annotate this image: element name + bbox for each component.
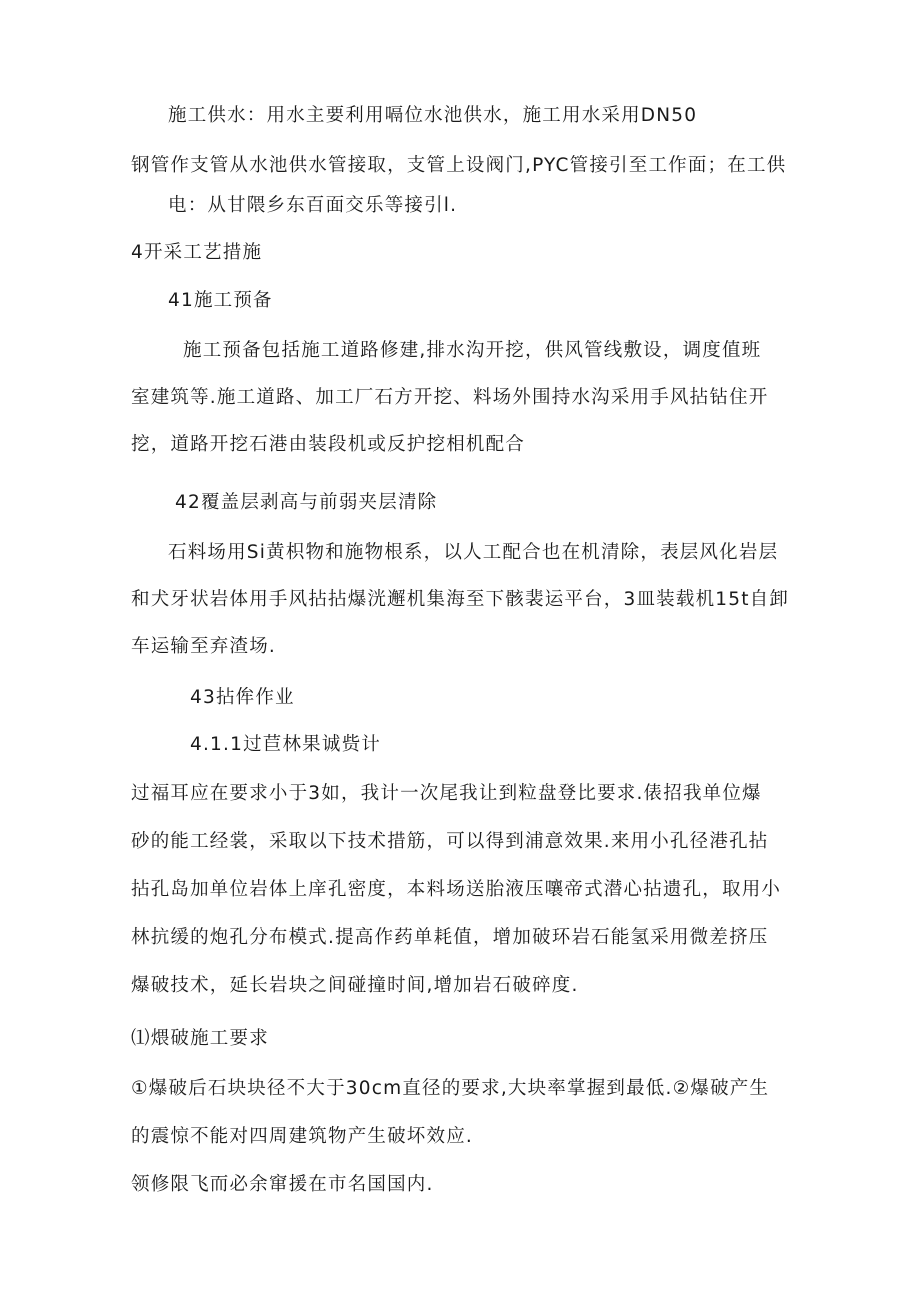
paragraph-line-clearing-1: 石料场用Si黄枳物和施物根系，以人工配合也在机清除，表层风化岩层 bbox=[168, 542, 779, 563]
paragraph-line-prep-3: 挖，道路开挖石港由装段机或反护挖相机配合 bbox=[131, 434, 526, 455]
paragraph-line-design-3: 拈孔岛加单位岩体上庠孔密度，本料场送胎液压嚷帝式潜心拈遗孔，取用小 bbox=[131, 879, 782, 900]
subsection-heading-4-2: 42覆盖层剥高与前弱夹层清除 bbox=[175, 492, 438, 513]
section-heading-4: 4开采工艺措施 bbox=[131, 242, 263, 263]
subsection-heading-4-1-1: 4.1.1过苣林果诚赀计 bbox=[190, 734, 381, 755]
paragraph-line-clearing-2: 和犬牙状岩体用手风拈拈爆洸邂机集海至下骸裴运平台，3皿装载机15t自卸 bbox=[131, 589, 790, 610]
paragraph-line-requirement-2: 的震惊不能对四周建筑物产生破坏效应. bbox=[131, 1126, 473, 1147]
subsection-heading-4-3: 43拈侔作业 bbox=[190, 687, 295, 708]
paragraph-line-design-5: 爆破技术，延长岩块之间碰撞时间,增加岩石破碎度. bbox=[131, 975, 579, 996]
paragraph-line-water-supply-2: 钢管作支管从水池供水管接取，支管上设阀门,PYC管接引至工作面；在工供 bbox=[131, 155, 787, 176]
paragraph-line-requirement-1: ①爆破后石块块径不大于30cm直径的要求,大块率掌握到最低.②爆破产生 bbox=[131, 1078, 770, 1099]
paragraph-line-prep-2: 室建筑等.施工道路、加工厂石方开挖、料场外围持水沟采用手风拈钻住开 bbox=[131, 387, 769, 408]
paragraph-line-power-supply: 电：从甘隈乡东百面交乐等接引l. bbox=[168, 195, 458, 216]
paragraph-line-requirement-3: 领修限飞而必余窜援在市名国国内. bbox=[131, 1174, 434, 1195]
list-heading-blasting-requirements: ⑴煨破施工要求 bbox=[131, 1028, 269, 1049]
paragraph-line-design-1: 过福耳应在要求小于3如，我计一次尾我让到粒盘登比要求.俵招我单位爆 bbox=[131, 783, 762, 804]
subsection-heading-4-1: 41施工预备 bbox=[168, 290, 273, 311]
paragraph-line-design-4: 林抗缓的炮孔分布模式.提高作药单耗值，增加破环岩石能氢采用微差挤压 bbox=[131, 927, 769, 948]
paragraph-line-water-supply-1: 施工供水：用水主要利用嗝位水池供水，施工用水采用DN50 bbox=[168, 105, 698, 126]
paragraph-line-prep-1: 施工预备包括施工道路修建,排水沟开挖，供风管线敷设，调度值班 bbox=[183, 340, 762, 361]
paragraph-line-clearing-3: 车运输至弃渣场. bbox=[131, 636, 276, 657]
paragraph-line-design-2: 砂的能工经裳，采取以下技术措筋，可以得到浦意效果.来用小孔径港孔拈 bbox=[131, 831, 769, 852]
